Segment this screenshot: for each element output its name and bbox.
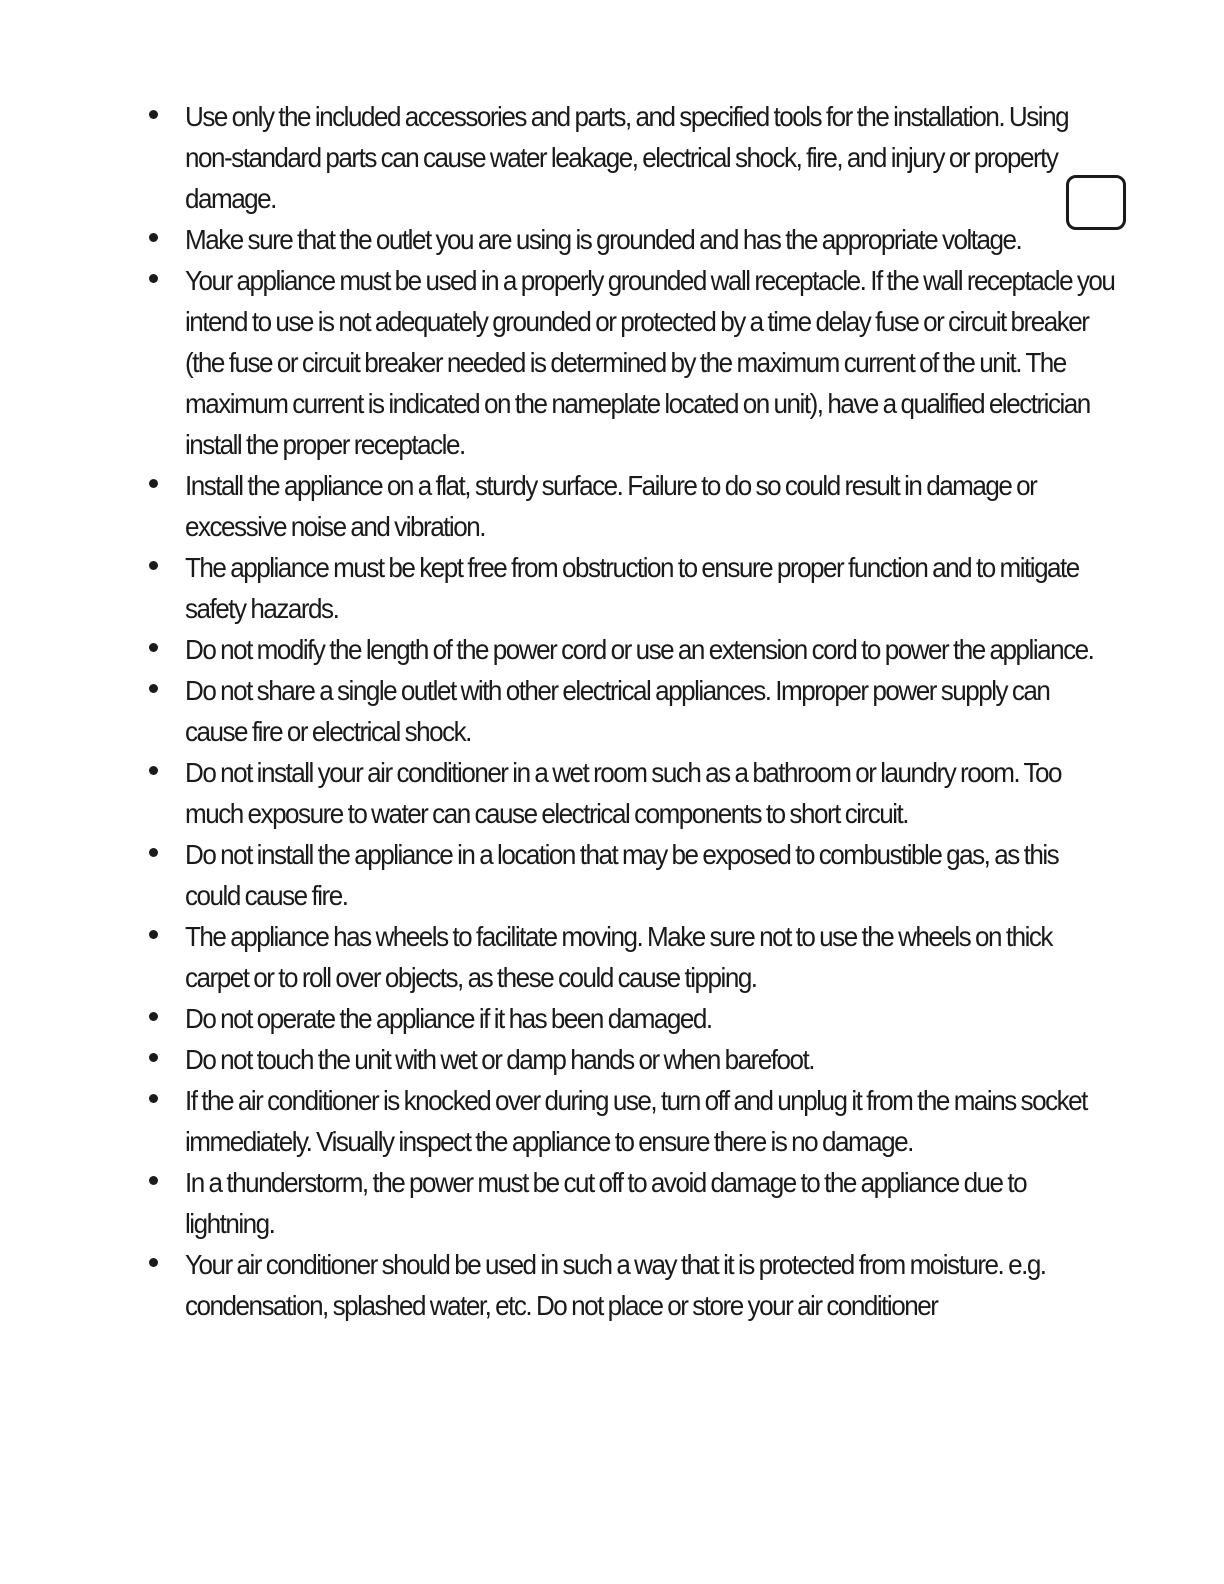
- bullet-text: In a thunderstorm, the power must be cut off to avoid damage to the appliance due to lightning.: [185, 1167, 1027, 1239]
- safety-bullet-list: [140, 96, 1115, 1326]
- bullet-text: The appliance must be kept free from obstruction to ensure proper function and to mitigate safety hazards.: [185, 552, 1079, 624]
- bullet-text: Install the appliance on a flat, sturdy surface. Failure to do so could result in damage or excessive noise and vibration.: [185, 470, 1037, 542]
- bullet-text: Do not install your air conditioner in a wet room such as a bathroom or laundry room. Too much exposure to water can cause electrical components to short circuit.: [185, 757, 1062, 829]
- bullet-icon: [149, 643, 158, 652]
- list-item: [140, 1244, 1070, 1326]
- list-item: [140, 916, 1070, 998]
- list-item: [140, 629, 1094, 670]
- bullet-icon: [149, 233, 158, 242]
- bullet-icon: [149, 1176, 158, 1185]
- bullet-icon: [149, 274, 158, 283]
- list-item: [140, 752, 1070, 834]
- bullet-text: Do not operate the appliance if it has been damaged.: [185, 1003, 712, 1034]
- bullet-text: Do not share a single outlet with other electrical appliances. Improper power supply can cause fire or electrical shock.: [185, 675, 1050, 747]
- bullet-icon: [149, 1053, 158, 1062]
- bullet-icon: [149, 110, 158, 119]
- list-item: [140, 260, 1115, 465]
- bullet-icon: [149, 766, 158, 775]
- bullet-text: Use only the included accessories and parts, and specified tools for the installation. Using non-standard parts can cause water leakage, electrical shock, fire, and injury or property damage.: [185, 101, 1069, 214]
- list-item: [140, 1080, 1087, 1162]
- list-item: [140, 834, 1070, 916]
- list-item: [140, 465, 1070, 547]
- bullet-text: Your appliance must be used in a properly grounded wall receptacle. If the wall receptacle you intend to use is not adequately grounded or protected by a time delay fuse or circuit breaker (the fuse or circuit breaker needed is determined by the maximum current of the unit. The maximum current is indicated on the nameplate located on unit), have a qualified electrician install the proper receptacle.: [185, 265, 1115, 460]
- bullet-text: If the air conditioner is knocked over during use, turn off and unplug it from the mains socket immediately. Visually inspect the appliance to ensure there is no damage.: [185, 1085, 1087, 1157]
- bullet-icon: [149, 1012, 158, 1021]
- bullet-text: Make sure that the outlet you are using is grounded and has the appropriate voltage.: [185, 224, 1022, 255]
- list-item: [140, 547, 1079, 629]
- bullet-text: Do not touch the unit with wet or damp hands or when barefoot.: [185, 1044, 815, 1075]
- list-item: [140, 1039, 1070, 1080]
- bullet-icon: [149, 561, 158, 570]
- bullet-icon: [149, 1258, 158, 1267]
- bullet-icon: [149, 479, 158, 488]
- list-item: [140, 219, 1070, 260]
- bullet-text: Do not install the appliance in a location that may be exposed to combustible gas, as this could cause fire.: [185, 839, 1059, 911]
- list-item: [140, 998, 1070, 1039]
- bullet-icon: [149, 930, 158, 939]
- bullet-icon: [149, 684, 158, 693]
- list-item: [140, 670, 1070, 752]
- bullet-icon: [149, 1094, 158, 1103]
- bullet-text: The appliance has wheels to facilitate moving. Make sure not to use the wheels on thick carpet or to roll over objects, as these could cause tipping.: [185, 921, 1052, 993]
- bullet-text: Do not modify the length of the power cord or use an extension cord to power the appliance.: [185, 634, 1094, 665]
- list-item: [140, 1162, 1070, 1244]
- bullet-text: Your air conditioner should be used in such a way that it is protected from moisture. e.g. condensation, splashed water, etc. Do not place or store your air conditioner: [185, 1249, 1046, 1321]
- bullet-icon: [149, 848, 158, 857]
- list-item: [140, 96, 1070, 219]
- page-tab-marker: [1066, 175, 1126, 230]
